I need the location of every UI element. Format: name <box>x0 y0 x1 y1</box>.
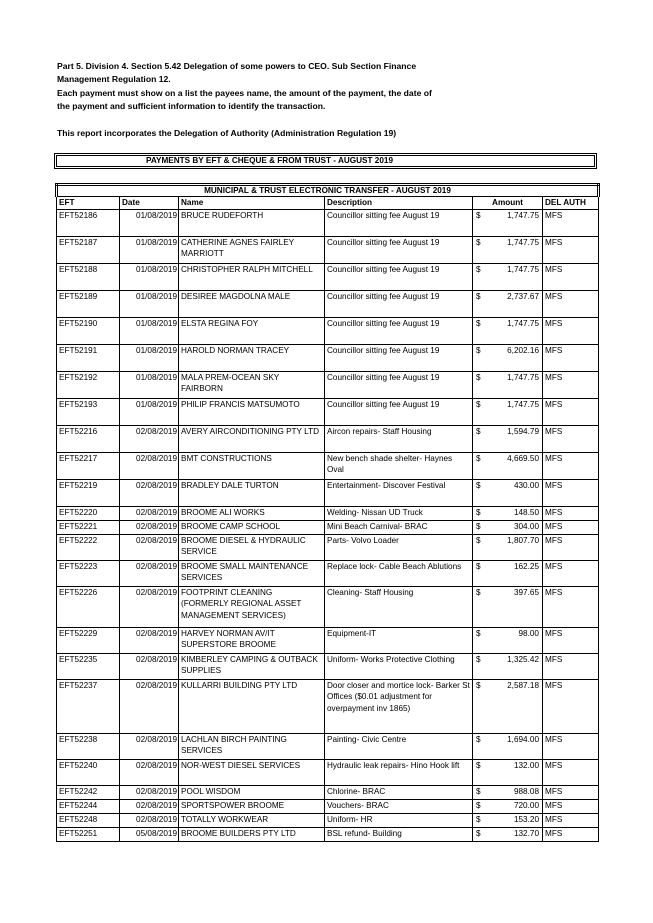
table-row <box>57 759 599 785</box>
cell-date: 02/08/2019 <box>120 560 179 586</box>
cell-del-auth: MFS <box>543 371 599 398</box>
cell-description: Councillor sitting fee August 19 <box>325 371 473 398</box>
cell-currency: $ <box>473 317 493 344</box>
cell-del-auth: MFS <box>543 452 599 479</box>
table-row <box>57 560 599 586</box>
cell-eft: EFT52187 <box>57 236 120 263</box>
cell-name: DESIREE MAGDOLNA MALE <box>179 290 325 317</box>
cell-name: BROOME CAMP SCHOOL <box>179 520 325 534</box>
cell-description: Chlorine- BRAC <box>325 785 473 799</box>
cell-del-auth: MFS <box>543 479 599 506</box>
cell-amount: 1,747.75 <box>493 263 543 290</box>
cell-amount: 430.00 <box>493 479 543 506</box>
cell-amount: 132.70 <box>493 827 543 841</box>
cell-currency: $ <box>473 653 493 679</box>
cell-amount: 1,694.00 <box>493 733 543 759</box>
cell-amount: 148.50 <box>493 506 543 520</box>
cell-name: POOL WISDOM <box>179 785 325 799</box>
cell-description: Painting- Civic Centre <box>325 733 473 759</box>
intro-line-1: Part 5. Division 4. Section 5.42 Delegation of some powers to CEO. Sub Section Finance <box>57 61 417 71</box>
cell-description: Vouchers- BRAC <box>325 799 473 813</box>
cell-currency: $ <box>473 759 493 785</box>
cell-eft: EFT52192 <box>57 371 120 398</box>
payments-title-box <box>54 153 597 169</box>
cell-currency: $ <box>473 813 493 827</box>
cell-del-auth: MFS <box>543 263 599 290</box>
header-description: Description <box>325 197 473 210</box>
cell-eft: EFT52251 <box>57 827 120 841</box>
cell-eft: EFT52248 <box>57 813 120 827</box>
cell-date: 02/08/2019 <box>120 653 179 679</box>
cell-name: BROOME BUILDERS PTY LTD <box>179 827 325 841</box>
cell-date: 02/08/2019 <box>120 452 179 479</box>
table-row <box>57 479 599 506</box>
cell-amount: 4,669.50 <box>493 452 543 479</box>
cell-date: 05/08/2019 <box>120 827 179 841</box>
cell-name: TOTALLY WORKWEAR <box>179 813 325 827</box>
cell-description: Replace lock- Cable Beach Ablutions <box>325 560 473 586</box>
cell-name: MALA PREM-OCEAN SKY FAIRBORN <box>179 371 325 398</box>
cell-del-auth: MFS <box>543 209 599 236</box>
cell-del-auth: MFS <box>543 759 599 785</box>
cell-name: BMT CONSTRUCTIONS <box>179 452 325 479</box>
table-row <box>57 371 599 398</box>
cell-currency: $ <box>473 344 493 371</box>
cell-eft: EFT52188 <box>57 263 120 290</box>
cell-amount: 2,737.67 <box>493 290 543 317</box>
intro-line-4: the payment and sufficient information to identify the transaction. <box>57 101 326 112</box>
cell-amount: 1,325.42 <box>493 653 543 679</box>
cell-currency: $ <box>473 679 493 733</box>
cell-date: 01/08/2019 <box>120 209 179 236</box>
cell-description: Councillor sitting fee August 19 <box>325 209 473 236</box>
table-row <box>57 627 599 653</box>
cell-amount: 1,747.75 <box>493 398 543 425</box>
cell-eft: EFT52217 <box>57 452 120 479</box>
cell-eft: EFT52191 <box>57 344 120 371</box>
cell-name: FOOTPRINT CLEANING (FORMERLY REGIONAL ASSET MANAGEMENT SERVICES) <box>179 586 325 627</box>
cell-description: Uniform- HR <box>325 813 473 827</box>
cell-amount: 6,202.16 <box>493 344 543 371</box>
cell-currency: $ <box>473 586 493 627</box>
cell-name: HAROLD NORMAN TRACEY <box>179 344 325 371</box>
table-row <box>57 236 599 263</box>
cell-description: Councillor sitting fee August 19 <box>325 236 473 263</box>
eft-table <box>55 183 600 842</box>
cell-eft: EFT52222 <box>57 534 120 560</box>
cell-description: Entertainment- Discover Festival <box>325 479 473 506</box>
cell-amount: 153.20 <box>493 813 543 827</box>
cell-amount: 162.25 <box>493 560 543 586</box>
cell-currency: $ <box>473 534 493 560</box>
cell-name: BROOME DIESEL & HYDRAULIC SERVICE <box>179 534 325 560</box>
table-body <box>57 209 599 841</box>
cell-date: 02/08/2019 <box>120 733 179 759</box>
cell-del-auth: MFS <box>543 344 599 371</box>
cell-description: Aircon repairs- Staff Housing <box>325 425 473 452</box>
cell-date: 01/08/2019 <box>120 290 179 317</box>
cell-currency: $ <box>473 236 493 263</box>
cell-currency: $ <box>473 452 493 479</box>
cell-date: 02/08/2019 <box>120 627 179 653</box>
cell-name: ELSTA REGINA FOY <box>179 317 325 344</box>
intro-line-2: Management Regulation 12. <box>57 74 171 85</box>
cell-description: Councillor sitting fee August 19 <box>325 263 473 290</box>
header-eft: EFT <box>57 197 120 210</box>
cell-description: New bench shade shelter- Haynes Oval <box>325 452 473 479</box>
cell-eft: EFT52216 <box>57 425 120 452</box>
table-title: MUNICIPAL & TRUST ELECTRONIC TRANSFER - AUGUST 2019 <box>57 185 599 197</box>
cell-amount: 132.00 <box>493 759 543 785</box>
cell-description: BSL refund- Building <box>325 827 473 841</box>
cell-currency: $ <box>473 479 493 506</box>
cell-del-auth: MFS <box>543 827 599 841</box>
cell-date: 02/08/2019 <box>120 520 179 534</box>
cell-date: 02/08/2019 <box>120 425 179 452</box>
table-row <box>57 506 599 520</box>
cell-date: 01/08/2019 <box>120 317 179 344</box>
cell-currency: $ <box>473 799 493 813</box>
cell-name: BROOME ALI WORKS <box>179 506 325 520</box>
cell-del-auth: MFS <box>543 520 599 534</box>
cell-eft: EFT52223 <box>57 560 120 586</box>
cell-currency: $ <box>473 398 493 425</box>
cell-del-auth: MFS <box>543 653 599 679</box>
cell-currency: $ <box>473 290 493 317</box>
cell-name: CHRISTOPHER RALPH MITCHELL <box>179 263 325 290</box>
cell-currency: $ <box>473 425 493 452</box>
cell-eft: EFT52235 <box>57 653 120 679</box>
cell-del-auth: MFS <box>543 317 599 344</box>
cell-eft: EFT52240 <box>57 759 120 785</box>
table-row <box>57 452 599 479</box>
cell-currency: $ <box>473 263 493 290</box>
cell-eft: EFT52219 <box>57 479 120 506</box>
cell-eft: EFT52238 <box>57 733 120 759</box>
cell-eft: EFT52242 <box>57 785 120 799</box>
cell-name: PHILIP FRANCIS MATSUMOTO <box>179 398 325 425</box>
cell-currency: $ <box>473 209 493 236</box>
table-row <box>57 653 599 679</box>
cell-name: NOR-WEST DIESEL SERVICES <box>179 759 325 785</box>
cell-currency: $ <box>473 506 493 520</box>
cell-currency: $ <box>473 520 493 534</box>
table-row <box>57 586 599 627</box>
cell-eft: EFT52189 <box>57 290 120 317</box>
cell-del-auth: MFS <box>543 733 599 759</box>
cell-del-auth: MFS <box>543 586 599 627</box>
cell-currency: $ <box>473 371 493 398</box>
cell-date: 02/08/2019 <box>120 506 179 520</box>
cell-name: AVERY AIRCONDITIONING PTY LTD <box>179 425 325 452</box>
cell-amount: 720.00 <box>493 799 543 813</box>
cell-eft: EFT52237 <box>57 679 120 733</box>
cell-amount: 2,587.18 <box>493 679 543 733</box>
cell-description: Councillor sitting fee August 19 <box>325 317 473 344</box>
header-date: Date <box>120 197 179 210</box>
cell-amount: 397.65 <box>493 586 543 627</box>
table-row <box>57 398 599 425</box>
cell-del-auth: MFS <box>543 236 599 263</box>
cell-del-auth: MFS <box>543 560 599 586</box>
cell-date: 01/08/2019 <box>120 371 179 398</box>
table-row <box>57 813 599 827</box>
table-row <box>57 785 599 799</box>
cell-description: Cleaning- Staff Housing <box>325 586 473 627</box>
intro-line-3: Each payment must show on a list the payees name, the amount of the payment, the date of <box>57 87 432 98</box>
table-row <box>57 425 599 452</box>
intro-text <box>57 60 477 140</box>
cell-del-auth: MFS <box>543 799 599 813</box>
payments-title: PAYMENTS BY EFT & CHEQUE & FROM TRUST - AUGUST 2019 <box>145 156 394 165</box>
cell-name: LACHLAN BIRCH PAINTING SERVICES <box>179 733 325 759</box>
cell-description: Mini Beach Carnival- BRAC <box>325 520 473 534</box>
table-row <box>57 799 599 813</box>
cell-del-auth: MFS <box>543 290 599 317</box>
cell-date: 02/08/2019 <box>120 785 179 799</box>
cell-amount: 1,747.75 <box>493 317 543 344</box>
cell-currency: $ <box>473 733 493 759</box>
table-row <box>57 344 599 371</box>
cell-eft: EFT52193 <box>57 398 120 425</box>
cell-amount: 304.00 <box>493 520 543 534</box>
cell-name: BROOME SMALL MAINTENANCE SERVICES <box>179 560 325 586</box>
header-amount: Amount <box>473 197 543 210</box>
table-row <box>57 290 599 317</box>
cell-eft: EFT52226 <box>57 586 120 627</box>
cell-date: 01/08/2019 <box>120 344 179 371</box>
cell-date: 01/08/2019 <box>120 263 179 290</box>
cell-description: Councillor sitting fee August 19 <box>325 344 473 371</box>
cell-eft: EFT52229 <box>57 627 120 653</box>
cell-del-auth: MFS <box>543 679 599 733</box>
cell-currency: $ <box>473 785 493 799</box>
cell-del-auth: MFS <box>543 627 599 653</box>
cell-del-auth: MFS <box>543 813 599 827</box>
table-row <box>57 679 599 733</box>
table-row <box>57 263 599 290</box>
cell-date: 02/08/2019 <box>120 759 179 785</box>
cell-name: HARVEY NORMAN AV/IT SUPERSTORE BROOME <box>179 627 325 653</box>
cell-date: 01/08/2019 <box>120 398 179 425</box>
cell-description: Door closer and mortice lock- Barker St Offices ($0.01 adjustment for overpayment inv 1865) <box>325 679 473 733</box>
header-name: Name <box>179 197 325 210</box>
table-row <box>57 520 599 534</box>
cell-name: CATHERINE AGNES FAIRLEY MARRIOTT <box>179 236 325 263</box>
table-row <box>57 827 599 841</box>
cell-del-auth: MFS <box>543 534 599 560</box>
cell-name: SPORTSPOWER BROOME <box>179 799 325 813</box>
cell-del-auth: MFS <box>543 425 599 452</box>
table-row <box>57 733 599 759</box>
cell-description: Parts- Volvo Loader <box>325 534 473 560</box>
cell-name: KULLARRI BUILDING PTY LTD <box>179 679 325 733</box>
cell-amount: 988.08 <box>493 785 543 799</box>
intro-line-5: This report incorporates the Delegation of Authority (Administration Regulation 19) <box>57 127 397 138</box>
cell-amount: 1,807.70 <box>493 534 543 560</box>
cell-name: BRUCE RUDEFORTH <box>179 209 325 236</box>
cell-date: 02/08/2019 <box>120 479 179 506</box>
cell-del-auth: MFS <box>543 398 599 425</box>
table-row <box>57 209 599 236</box>
cell-description: Welding- Nissan UD Truck <box>325 506 473 520</box>
cell-eft: EFT52244 <box>57 799 120 813</box>
cell-currency: $ <box>473 560 493 586</box>
cell-date: 01/08/2019 <box>120 236 179 263</box>
cell-name: BRADLEY DALE TURTON <box>179 479 325 506</box>
cell-del-auth: MFS <box>543 785 599 799</box>
cell-del-auth: MFS <box>543 506 599 520</box>
cell-currency: $ <box>473 827 493 841</box>
table-row <box>57 317 599 344</box>
cell-description: Councillor sitting fee August 19 <box>325 290 473 317</box>
cell-eft: EFT52186 <box>57 209 120 236</box>
cell-date: 02/08/2019 <box>120 679 179 733</box>
cell-eft: EFT52221 <box>57 520 120 534</box>
cell-eft: EFT52220 <box>57 506 120 520</box>
cell-currency: $ <box>473 627 493 653</box>
cell-amount: 98.00 <box>493 627 543 653</box>
header-del-auth: DEL AUTH <box>543 197 599 210</box>
cell-date: 02/08/2019 <box>120 534 179 560</box>
cell-amount: 1,747.75 <box>493 371 543 398</box>
cell-amount: 1,594.79 <box>493 425 543 452</box>
cell-description: Councillor sitting fee August 19 <box>325 398 473 425</box>
cell-name: KIMBERLEY CAMPING & OUTBACK SUPPLIES <box>179 653 325 679</box>
cell-description: Uniform- Works Protective Clothing <box>325 653 473 679</box>
cell-date: 02/08/2019 <box>120 586 179 627</box>
cell-amount: 1,747.75 <box>493 209 543 236</box>
cell-date: 02/08/2019 <box>120 799 179 813</box>
cell-description: Hydraulic leak repairs- Hino Hook lift <box>325 759 473 785</box>
cell-description: Equipment-IT <box>325 627 473 653</box>
cell-date: 02/08/2019 <box>120 813 179 827</box>
table-row <box>57 534 599 560</box>
cell-eft: EFT52190 <box>57 317 120 344</box>
cell-amount: 1,747.75 <box>493 236 543 263</box>
